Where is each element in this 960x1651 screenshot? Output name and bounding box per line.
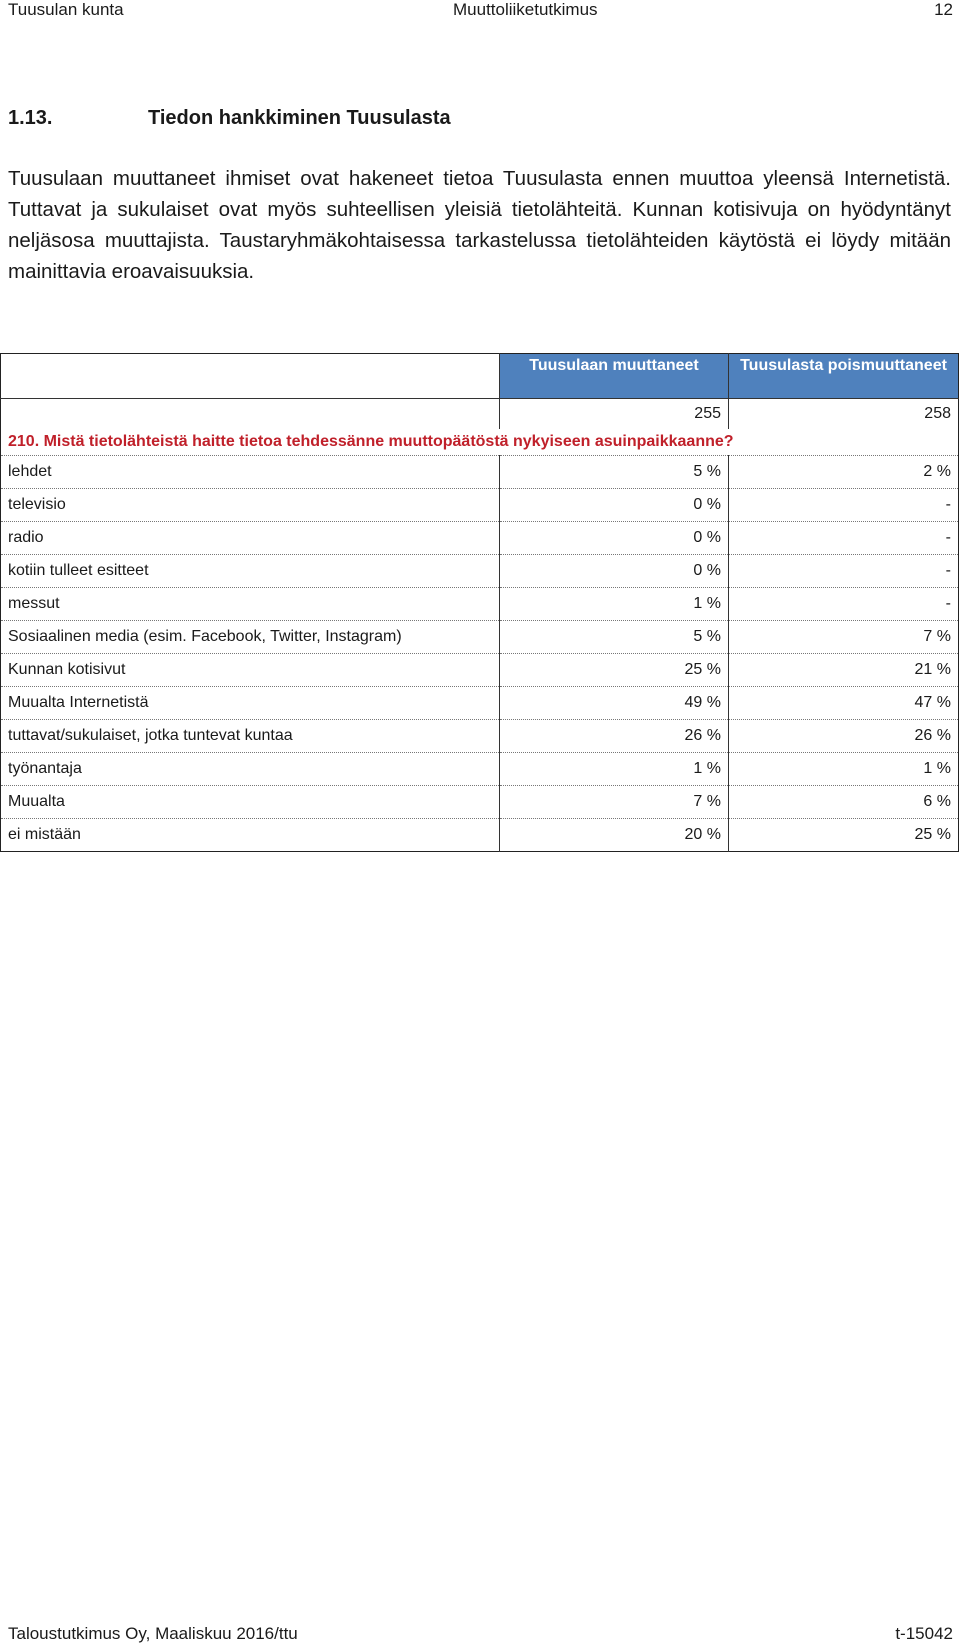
n-movers-out: 258 bbox=[729, 399, 959, 430]
row-label: Muualta bbox=[1, 786, 500, 819]
row-value-movers-out: 21 % bbox=[729, 654, 959, 687]
header-blank-cell bbox=[1, 354, 500, 399]
row-label: tuttavat/sukulaiset, jotka tuntevat kuntaa bbox=[1, 720, 500, 753]
row-value-movers-out: 6 % bbox=[729, 786, 959, 819]
row-label: lehdet bbox=[1, 456, 500, 489]
row-value-movers-out: - bbox=[729, 588, 959, 621]
row-value-movers-out: - bbox=[729, 522, 959, 555]
table-row bbox=[1, 687, 959, 720]
row-value-movers-out: 1 % bbox=[729, 753, 959, 786]
row-value-movers-out: 25 % bbox=[729, 819, 959, 852]
section-heading bbox=[8, 107, 451, 130]
header-organization: Tuusulan kunta bbox=[8, 0, 124, 19]
section-title: Tiedon hankkiminen Tuusulasta bbox=[148, 107, 451, 129]
row-value-movers-out: 2 % bbox=[729, 456, 959, 489]
row-label: ei mistään bbox=[1, 819, 500, 852]
row-value-movers-out: 47 % bbox=[729, 687, 959, 720]
table-row bbox=[1, 720, 959, 753]
row-value-movers-in: 25 % bbox=[500, 654, 729, 687]
row-value-movers-out: 26 % bbox=[729, 720, 959, 753]
table-row bbox=[1, 621, 959, 654]
results-table bbox=[0, 353, 959, 852]
row-label: Muualta Internetistä bbox=[1, 687, 500, 720]
n-label-cell bbox=[1, 399, 500, 430]
intro-paragraph: Tuusulaan muuttaneet ihmiset ovat hakeneet tietoa Tuusulasta ennen muuttoa yleensä Internetistä. Tuttavat ja sukulaiset ovat myös suhteellisen yleisiä tietolähteitä. Kunnan kotisivuja on hyödyntänyt neljäsosa muuttajista. Taustaryhmäkohtaisessa tarkastelussa tietolähteiden käytöstä ei löydy mitään mainittavia eroavaisuuksia. bbox=[8, 167, 951, 283]
header-report-title: Muuttoliiketutkimus bbox=[453, 0, 598, 19]
row-value-movers-out: 7 % bbox=[729, 621, 959, 654]
page-header bbox=[8, 0, 953, 22]
row-value-movers-in: 0 % bbox=[500, 555, 729, 588]
sample-size-row bbox=[1, 399, 959, 430]
row-value-movers-in: 49 % bbox=[500, 687, 729, 720]
footer-code: t-15042 bbox=[895, 1624, 953, 1643]
row-value-movers-in: 1 % bbox=[500, 588, 729, 621]
row-label: Sosiaalinen media (esim. Facebook, Twitter, Instagram) bbox=[1, 621, 500, 654]
row-value-movers-in: 5 % bbox=[500, 456, 729, 489]
row-value-movers-in: 0 % bbox=[500, 489, 729, 522]
row-value-movers-out: - bbox=[729, 489, 959, 522]
row-label: työnantaja bbox=[1, 753, 500, 786]
section-number: 1.13. bbox=[8, 107, 53, 129]
row-value-movers-in: 26 % bbox=[500, 720, 729, 753]
row-label: kotiin tulleet esitteet bbox=[1, 555, 500, 588]
row-label: televisio bbox=[1, 489, 500, 522]
table-row bbox=[1, 753, 959, 786]
n-movers-in: 255 bbox=[500, 399, 729, 430]
table-row bbox=[1, 489, 959, 522]
footer-company: Taloustutkimus Oy, Maaliskuu 2016/ttu bbox=[8, 1624, 298, 1643]
table-row bbox=[1, 456, 959, 489]
row-value-movers-in: 7 % bbox=[500, 786, 729, 819]
table-header-row bbox=[1, 354, 959, 399]
table-row bbox=[1, 654, 959, 687]
question-text: 210. Mistä tietolähteistä haitte tietoa tehdessänne muuttopäätöstä nykyiseen asuinpaikkaanne? bbox=[1, 429, 959, 456]
row-label: Kunnan kotisivut bbox=[1, 654, 500, 687]
table-row bbox=[1, 819, 959, 852]
row-value-movers-out: - bbox=[729, 555, 959, 588]
col-header-movers-in: Tuusulaan muuttaneet bbox=[500, 354, 729, 399]
table-row bbox=[1, 555, 959, 588]
page-number: 12 bbox=[934, 0, 953, 19]
row-value-movers-in: 0 % bbox=[500, 522, 729, 555]
row-value-movers-in: 5 % bbox=[500, 621, 729, 654]
row-label: radio bbox=[1, 522, 500, 555]
table-row bbox=[1, 522, 959, 555]
row-value-movers-in: 20 % bbox=[500, 819, 729, 852]
row-value-movers-in: 1 % bbox=[500, 753, 729, 786]
table-row bbox=[1, 786, 959, 819]
table-row bbox=[1, 588, 959, 621]
row-label: messut bbox=[1, 588, 500, 621]
col-header-movers-out: Tuusulasta poismuuttaneet bbox=[729, 354, 959, 399]
question-row bbox=[1, 429, 959, 456]
